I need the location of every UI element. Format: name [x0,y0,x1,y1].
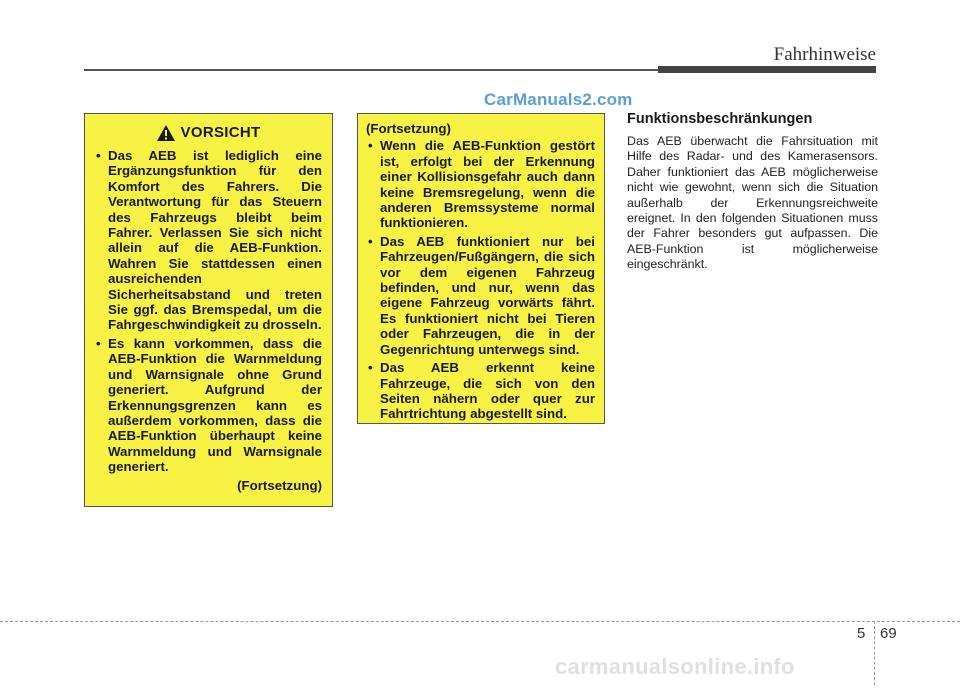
chapter-number: 5 [857,625,866,642]
watermark-bottom: carmanualsonline.info [555,654,795,679]
caution-item: • Das AEB ist lediglich eine Ergänzungsfunktion für den Komfort des Fahrers. Die Verantwortung für das Steuern des Fahrzeugs bleibt beim Fahrer. Verlassen Sie sich nicht allein auf die AEB-Funktion. Wahren Sie stattdessen einen ausreichenden Sicherheitsabstand und treten Sie ggf. das Bremspedal, um die Fahrgeschwindigkeit zu drosseln. [94,148,322,333]
caution-header [94,124,322,142]
header-rule-accent [658,66,876,73]
footer-divider [874,621,875,685]
caution-item: • Es kann vorkommen, dass die AEB-Funktion die Warnmeldung und Warnsignale ohne Grund generiert. Aufgrund der Erkennungsgrenzen kann es außerdem vorkommen, dass die AEB-Funktion überhaupt keine Warnmeldung und Warnsignale generiert. [94,336,322,475]
page-header-title: Fahrhinweise [773,44,876,65]
caution-list [94,148,322,475]
continued-header: (Fortsetzung) [366,121,451,136]
caution-box [84,113,333,507]
caution-continued-box [357,113,605,424]
continued-item: • Das AEB funktioniert nur bei Fahrzeugen/Fußgängern, die sich vor dem eigenen Fahrzeug befinden, und nur, wenn das eigene Fahrzeug vorwärts fährt. Es funktioniert nicht bei Tieren oder Fahrzeugen, die in der Gegenrichtung unterwegs sind. [366,234,595,357]
section-body: Das AEB überwacht die Fahrsituation mit Hilfe des Radar- und des Kamerasensors. Daher funktioniert das AEB möglicherweise nicht wie gewohnt, wenn sich die Situation außerhalb der Erkennungsreichweite ereignet. In den folgenden Situationen muss der Fahrer besonders gut aufpassen. Die AEB-Funktion ist möglicherweise eingeschränkt. [627,134,878,272]
footer-rule [0,621,960,622]
caution-title: VORSICHT [180,124,261,142]
header-rule [84,69,658,71]
page-number: 69 [880,625,897,642]
continued-list [366,138,595,421]
continued-note: (Fortsetzung) [237,477,322,493]
watermark-top: CarManuals2.com [484,90,633,109]
section-heading: Funktionsbeschränkungen [627,111,813,127]
continued-item: • Das AEB erkennt keine Fahrzeuge, die sich von den Seiten nähern oder quer zur Fahrtrichtung abgestellt sind. [366,360,595,422]
warning-triangle-icon [156,124,176,142]
continued-item: • Wenn die AEB-Funktion gestört ist, erfolgt bei der Erkennung einer Kollisionsgefahr auch dann keine Bremsregelung, wenn die anderen Bremssysteme normal funktionieren. [366,138,595,230]
